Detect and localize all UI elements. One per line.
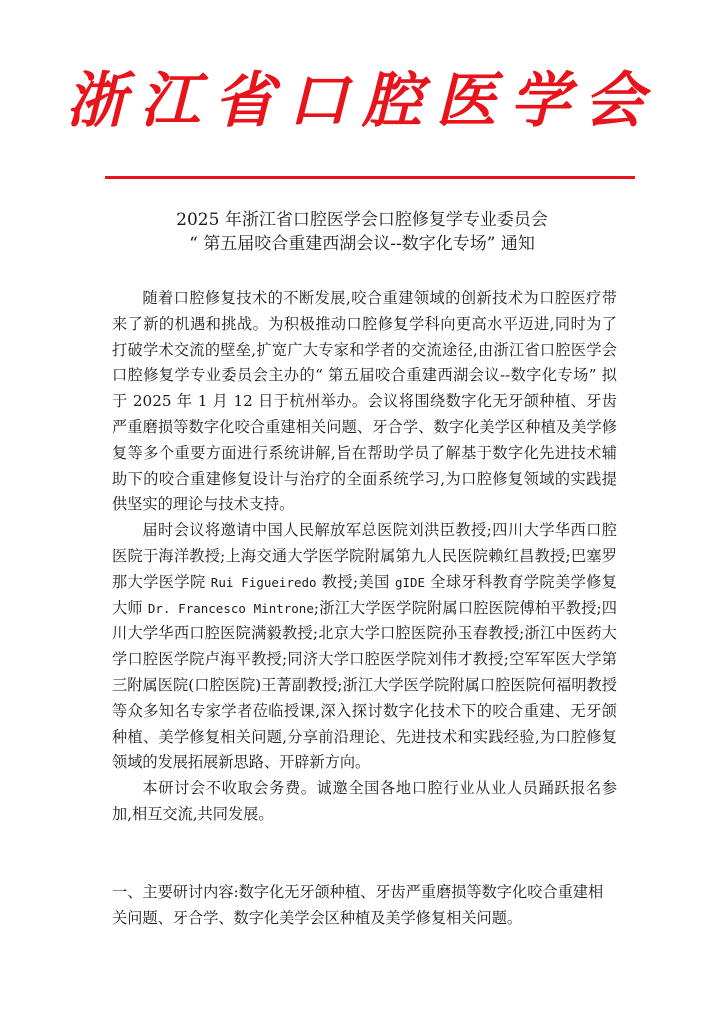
section-heading: 一、主要研讨内容: (112, 883, 239, 901)
speakers-text-b: 教授;美国 (316, 572, 395, 591)
speaker-name-figueiredo: Rui Figueiredo (210, 574, 317, 590)
speakers-text-d: ;浙江大学医学院附属口腔医院傅柏平教授;四川大学华西口腔医院满毅教授;北京大学口腔医院孙玉春教授;浙江中医药大学口腔医学院卢海平教授;同济大学口腔医学院刘伟才教授;空军军医大学第三附属医院(口腔医院)王菁副教授;浙江大学医学院附属口腔医院何福明教授等众多知名专家学者莅临授课,深入探讨数字化技术下的咬合重建、无牙颌种植、美学修复相关问题,分享前沿理论、先进技术和实践经验,为口腔修复领域的发展拓展新思路、开辟新方向。 (112, 598, 617, 772)
org-gide: gIDE (394, 574, 426, 590)
notice-body (112, 286, 617, 828)
letterhead-org-name: 浙江省口腔医学会 (66, 66, 658, 136)
notice-title (100, 208, 624, 256)
speakers-text-a: 届时会议将邀请中国人民解放军总医院刘洪臣教授;四川大学华西口腔医院于海洋教授;上海交通大学医学院附属第九人民医院赖红昌教授;巴塞罗那大学医学院 (112, 521, 617, 591)
title-line-1: 2025 年浙江省口腔医学会口腔修复学专业委员会 (176, 210, 548, 230)
section-text: 数字化无牙颌种植、牙齿严重磨损等数字化咬合重建相关问题、牙合学、数字化美学会区种植及美学修复相关问题。 (112, 883, 604, 927)
paragraph-speakers (112, 518, 617, 776)
section-main-topics (112, 880, 617, 932)
section-paragraph (112, 880, 617, 932)
paragraph-intro: 随着口腔修复技术的不断发展,咬合重建领域的创新技术为口腔医疗带来了新的机遇和挑战。为积极推动口腔修复学科向更高水平迈进,同时为了打破学术交流的壁垒,扩宽广大专家和学者的交流途径,由浙江省口腔医学会口腔修复学专业委员会主办的“ 第五届咬合重建西湖会议--数字化专场” 拟于 2025 年 1 月 12 日于杭州举办。会议将围绕数字化无牙颌种植、牙齿严重磨损等数字化咬合重建相关问题、牙合学、数字化美学区种植及美学修复等多个重要方面进行系统讲解,旨在帮助学员了解基于数字化先进技术辅助下的咬合重建修复设计与治疗的全面系统学习,为口腔修复领域的实践提供坚实的理论与技术支持。 (112, 289, 617, 514)
speakers-text-c: 全球牙科教育学院美学修复大师 (112, 572, 617, 617)
title-line-2: “ 第五届咬合重建西湖会议--数字化专场” 通知 (189, 234, 535, 254)
speaker-name-mintrone: Dr. Francesco Mintrone (147, 600, 314, 616)
paragraph-invitation: 本研讨会不收取会务费。诚邀全国各地口腔行业从业人员踊跃报名参加,相互交流,共同发展。 (112, 779, 617, 823)
letterhead-divider (105, 176, 635, 179)
